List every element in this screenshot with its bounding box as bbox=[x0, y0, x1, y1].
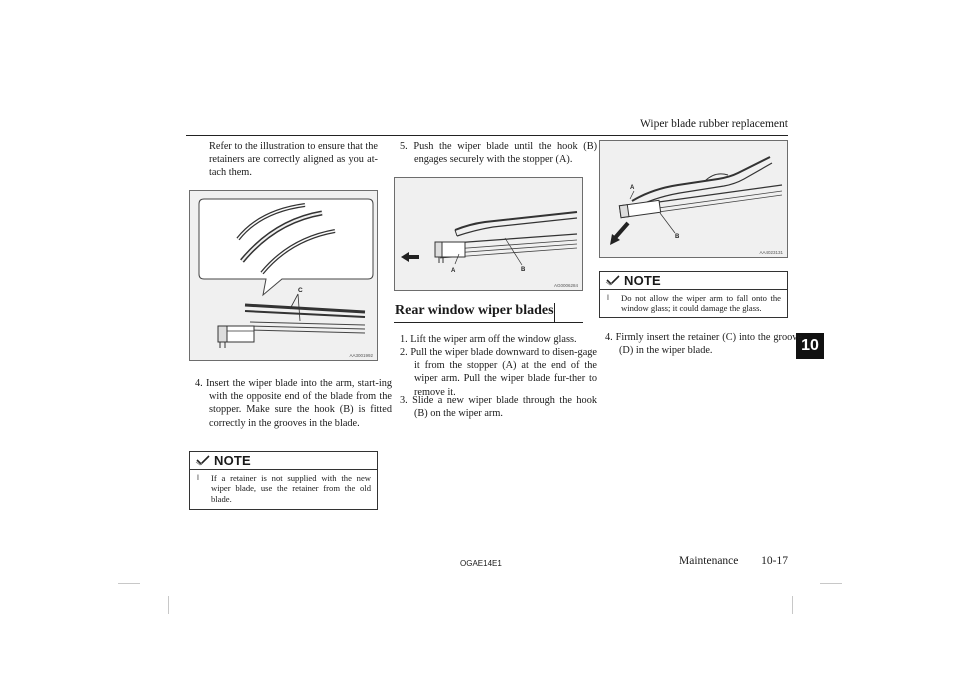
hook-stopper-illustration bbox=[394, 177, 583, 291]
label-c: C bbox=[298, 287, 303, 294]
note-text: Do not allow the wiper arm to fall onto the window glass; it could damage the glass. bbox=[621, 293, 781, 314]
document-code: OGAE14E1 bbox=[460, 559, 502, 568]
crop-mark bbox=[820, 583, 842, 584]
step-1-lift-arm: 1. Lift the wiper arm off the window glass. bbox=[400, 334, 577, 345]
note-header bbox=[600, 272, 787, 290]
crop-mark bbox=[118, 583, 140, 584]
label-a: A bbox=[451, 268, 456, 274]
step-4-insert-retainer: 4. Firmly insert the retainer (C) into the groove (D) in the wiper blade. bbox=[605, 332, 802, 357]
step-4-insert-blade: 4. Insert the wiper blade into the arm, start-ing with the opposite end of the blade from the stopper. Make sure the hook (B) is fitted correctly in the grooves in the blade. bbox=[195, 378, 392, 429]
footer-section: Maintenance bbox=[679, 555, 739, 567]
note-text: If a retainer is not supplied with the new wiper blade, use the retainer from the old blade. bbox=[211, 473, 371, 504]
section-title: Rear window wiper blades bbox=[395, 303, 554, 318]
label-b: B bbox=[675, 234, 680, 240]
step-5-push-blade: 5. Push the wiper blade until the hook (B) engages securely with the stopper (A). bbox=[400, 141, 597, 166]
figure-code: AA4023131 bbox=[759, 250, 783, 255]
figure-code: AG0006284 bbox=[553, 283, 578, 288]
retainer-drawing bbox=[190, 191, 377, 360]
check-note-icon bbox=[605, 274, 621, 286]
figure-code: AA3001992 bbox=[349, 353, 373, 358]
note-box-wiper-arm bbox=[599, 271, 788, 318]
note-title: NOTE bbox=[214, 453, 251, 468]
header-rule bbox=[186, 135, 788, 136]
crop-mark bbox=[792, 596, 793, 614]
bullet-icon: l bbox=[607, 294, 609, 302]
note-box-retainer bbox=[189, 451, 378, 510]
page-number: 10-17 bbox=[761, 555, 788, 567]
retainer-illustration bbox=[189, 190, 378, 361]
chapter-tab: 10 bbox=[796, 333, 824, 359]
check-note-icon bbox=[195, 454, 211, 466]
label-a: A bbox=[630, 185, 635, 191]
note-body bbox=[600, 290, 787, 318]
bullet-icon: l bbox=[197, 474, 199, 482]
crop-mark bbox=[168, 596, 169, 614]
note-body bbox=[190, 470, 377, 508]
section-title-mark bbox=[554, 303, 555, 323]
note-header bbox=[190, 452, 377, 470]
rear-wiper-illustration bbox=[599, 140, 788, 258]
label-b: B bbox=[521, 267, 526, 273]
running-header: Wiper blade rubber replacement bbox=[639, 118, 788, 130]
step-3-slide-blade: 3. Slide a new wiper blade through the hook (B) on the wiper arm. bbox=[400, 395, 597, 420]
note-title: NOTE bbox=[624, 273, 661, 288]
step-2-pull-blade: 2. Pull the wiper blade downward to disen-gage it from the stopper (A) at the end of the wiper arm. Pull the wiper blade fur-ther to remove it. bbox=[400, 347, 597, 398]
rear-wiper-drawing bbox=[600, 141, 787, 257]
intro-paragraph: Refer to the illustration to ensure that the retainers are correctly aligned as you at-tach them. bbox=[209, 141, 378, 179]
hook-stopper-drawing bbox=[395, 178, 582, 290]
